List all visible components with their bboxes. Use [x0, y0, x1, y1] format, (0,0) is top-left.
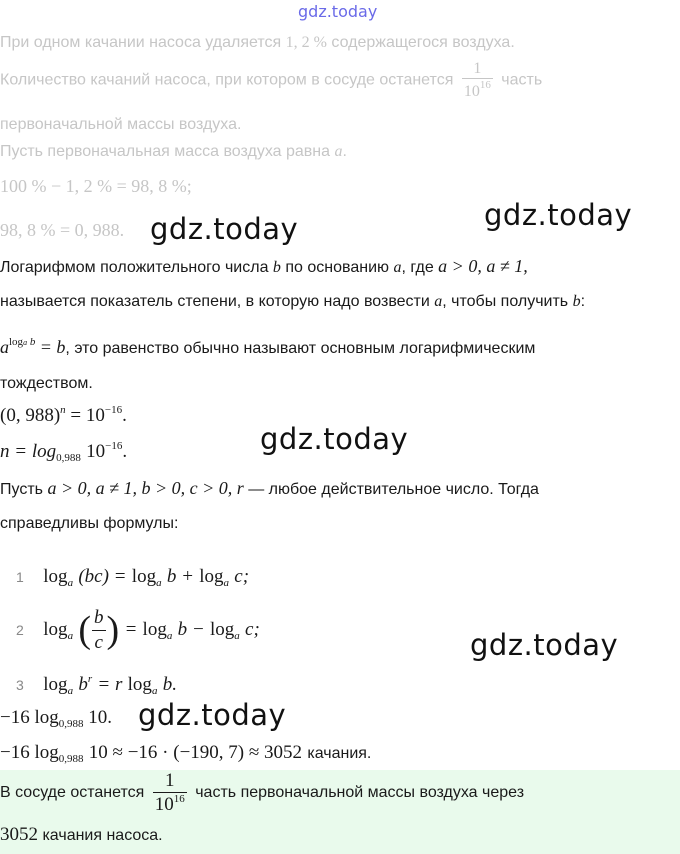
den-exp: 16: [173, 793, 185, 805]
var: a: [393, 259, 402, 276]
watermark: gdz.today: [260, 422, 409, 456]
formula-3: [16, 673, 177, 697]
fraction: [153, 770, 187, 816]
math: a > 0, a ≠ 1,: [438, 256, 528, 276]
text: качания насоса.: [42, 827, 163, 844]
watermark-top: gdz.today: [298, 2, 378, 21]
den-base: 10: [463, 83, 480, 100]
base: a: [67, 685, 74, 697]
math: 1, 2 %: [285, 34, 327, 51]
log: log: [9, 336, 24, 348]
faded-line-3: первоначальной массы воздуха.: [0, 116, 242, 133]
text: содержащегося воздуха.: [331, 34, 515, 51]
end: .: [122, 405, 127, 426]
paren-close: ): [106, 609, 120, 651]
math: a > 0, a ≠ 1, b > 0, c > 0, r: [47, 478, 244, 498]
definition-line-1: [0, 256, 528, 277]
paren-open: (: [78, 609, 91, 651]
sub: 0,988: [58, 753, 84, 765]
faded-line-2: [0, 60, 542, 101]
den-exp: 16: [479, 79, 491, 91]
number: 3052: [0, 824, 38, 845]
base: a: [67, 577, 74, 589]
exp: r: [87, 673, 93, 685]
text: Пусть: [0, 481, 43, 498]
text: часть: [501, 71, 543, 89]
fraction: [462, 60, 493, 101]
answer-line-2: [0, 824, 163, 846]
text: Пусть первоначальная масса воздуха равна: [0, 143, 331, 160]
var: a: [334, 143, 343, 160]
var: b: [272, 259, 281, 276]
numerator: 1: [473, 60, 482, 77]
list-number: 2: [16, 622, 24, 639]
end: .: [122, 441, 128, 462]
definition-line-3: [0, 336, 535, 358]
exp: −16: [105, 440, 123, 452]
faded-line-5: 100 % − 1, 2 % = 98, 8 %;: [0, 176, 192, 196]
math: −16 log: [0, 707, 59, 728]
log: log: [199, 566, 224, 587]
text: , чтобы получить: [442, 293, 569, 310]
base: a: [223, 577, 229, 589]
calc-line-2: [0, 742, 371, 765]
den-base: 10: [154, 794, 174, 815]
answer-line-1: [0, 770, 524, 816]
text: , где: [401, 259, 434, 276]
arg: c;: [245, 619, 260, 641]
watermark: gdz.today: [470, 628, 619, 662]
definition-line-2: [0, 293, 585, 311]
log: log: [142, 619, 167, 641]
numerator: b: [94, 606, 104, 628]
base: a: [23, 338, 28, 347]
text: качания.: [307, 745, 372, 762]
eq: = r: [97, 674, 123, 695]
numerator: 1: [165, 770, 175, 791]
arg: b: [29, 336, 36, 348]
equation-2: [0, 440, 127, 464]
text: , это равенство обычно называют основным логарифмическим: [65, 340, 536, 357]
formulas-intro-2: справедливы формулы:: [0, 515, 179, 532]
base: a: [156, 577, 162, 589]
formulas-intro-1: [0, 478, 539, 499]
text: часть первоначальной массы воздуха через: [195, 784, 525, 802]
math: 10.: [88, 707, 112, 728]
faded-line-4: Пусть первоначальная масса воздуха равна a.: [0, 143, 347, 160]
arg: (bc) =: [78, 566, 127, 587]
log: log: [131, 566, 157, 587]
base: a: [151, 685, 158, 697]
math: = b: [39, 337, 66, 357]
base: a: [234, 630, 240, 643]
log: log: [43, 619, 68, 641]
rhs: = 10: [70, 405, 105, 426]
exp: −16: [104, 404, 123, 416]
watermark: gdz.today: [138, 698, 287, 732]
sub: 0,988: [58, 718, 84, 730]
fraction: [92, 606, 106, 655]
log: log: [43, 566, 68, 587]
denominator: [462, 78, 493, 101]
arg: b +: [166, 566, 194, 587]
sub: 0,988: [56, 452, 81, 464]
text: При одном качании насоса удаляется: [0, 34, 282, 51]
denominator: [153, 792, 187, 816]
list-number: 1: [16, 569, 24, 585]
text: — любое действительное число. Тогда: [248, 481, 539, 498]
log: log: [43, 674, 68, 695]
math: 10 ≈ −16 · (−190, 7) ≈ 3052: [88, 742, 303, 763]
base: a: [67, 630, 74, 643]
text: В сосуде останется: [0, 784, 145, 802]
watermark: gdz.today: [484, 198, 633, 232]
faded-line-6: 98, 8 % = 0, 988.: [0, 220, 125, 240]
log: log: [127, 674, 152, 695]
var: a: [0, 337, 9, 357]
exponent: [9, 336, 35, 348]
exp: n: [60, 404, 66, 416]
faded-line-1: [0, 34, 515, 52]
log: log: [209, 619, 235, 641]
text: :: [580, 293, 586, 310]
arg: b: [78, 674, 88, 695]
eq: =: [124, 619, 138, 641]
definition-line-4: тождеством.: [0, 375, 93, 392]
denominator: c: [92, 630, 106, 655]
equation-1: [0, 404, 127, 427]
watermark: gdz.today: [150, 212, 299, 246]
arg: c;: [234, 566, 250, 587]
lhs: n = log: [0, 441, 57, 462]
list-number: 3: [16, 677, 24, 693]
calc-line-1: [0, 707, 112, 730]
text: Количество качаний насоса, при котором в сосуде останется: [0, 71, 454, 89]
var: b: [572, 293, 581, 310]
arg: b −: [177, 619, 205, 641]
var: a: [434, 293, 443, 310]
rhs: 10: [86, 441, 106, 462]
lhs: (0, 988): [0, 405, 61, 426]
formula-1: [16, 566, 249, 589]
base: a: [166, 630, 173, 643]
formula-2: [16, 600, 260, 666]
text: называется показатель степени, в которую надо возвести: [0, 293, 430, 310]
text: Логарифмом положительного числа: [0, 259, 269, 276]
arg: b.: [162, 674, 177, 695]
math: −16 log: [0, 742, 59, 763]
text: по основанию: [285, 259, 390, 276]
